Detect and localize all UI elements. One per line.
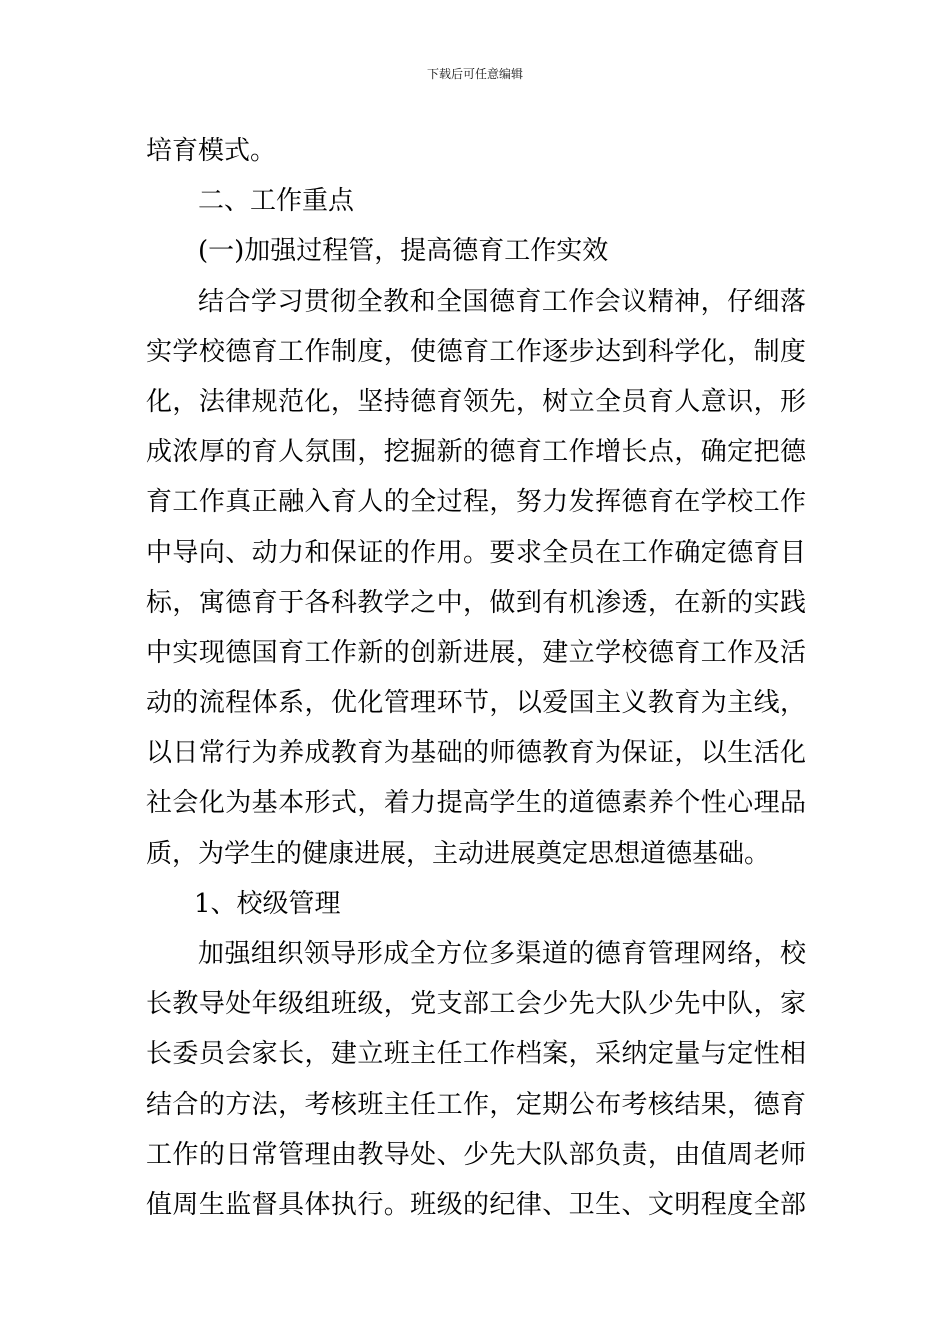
text-line: 工作的日常管理由教导处、少先大队部负责，由值周老师: [146, 1139, 806, 1170]
subsection-heading: (一)加强过程管，提高德育工作实效: [198, 236, 609, 267]
text-line: 值周生监督具体执行。班级的纪律、卫生、文明程度全部: [146, 1189, 806, 1220]
text-line: 化，法律规范化，坚持德育领先，树立全员育人意识，形: [146, 386, 806, 417]
paragraph-first-line: 结合学习贯彻全教和全国德育工作会议精神，仔细落: [198, 286, 806, 317]
paragraph-last-line: 质，为学生的健康进展，主动进展奠定思想道德基础。: [146, 838, 771, 869]
document-body: [146, 126, 806, 1230]
text-line: 长委员会家长，建立班主任工作档案，采纳定量与定性相: [146, 1039, 806, 1070]
text-line: 实学校德育工作制度，使德育工作逐步达到科学化，制度: [146, 336, 806, 367]
page-header-note: 下载后可任意编辑: [426, 67, 523, 81]
text-line: 成浓厚的育人氛围，挖掘新的德育工作增长点，确定把德: [146, 437, 806, 468]
text-line: 动的流程体系，优化管理环节，以爱国主义教育为主线，: [146, 688, 806, 719]
text-line: 标，寓德育于各科教学之中，做到有机渗透，在新的实践: [146, 587, 806, 618]
text-line: 结合的方法，考核班主任工作，定期公布考核结果，德育: [146, 1089, 806, 1120]
section-heading: 二、工作重点: [198, 186, 355, 217]
text-line: 育工作真正融入育人的全过程，努力发挥德育在学校工作: [146, 487, 806, 518]
text-line: 中实现德国育工作新的创新进展，建立学校德育工作及活: [146, 637, 806, 668]
text-line: 社会化为基本形式，着力提高学生的道德素养个性心理品: [146, 788, 806, 819]
item-heading: 1、校级管理: [194, 888, 341, 919]
text-line: 培育模式。: [146, 136, 277, 166]
text-line: 长教导处年级组班级，党支部工会少先大队少先中队，家: [146, 989, 806, 1020]
text-line: 中导向、动力和保证的作用。要求全员在工作确定德育目: [146, 537, 806, 568]
text-line: 以日常行为养成教育为基础的师德教育为保证，以生活化: [146, 738, 806, 769]
paragraph-first-line: 加强组织领导形成全方位多渠道的德育管理网络，校: [198, 939, 806, 969]
